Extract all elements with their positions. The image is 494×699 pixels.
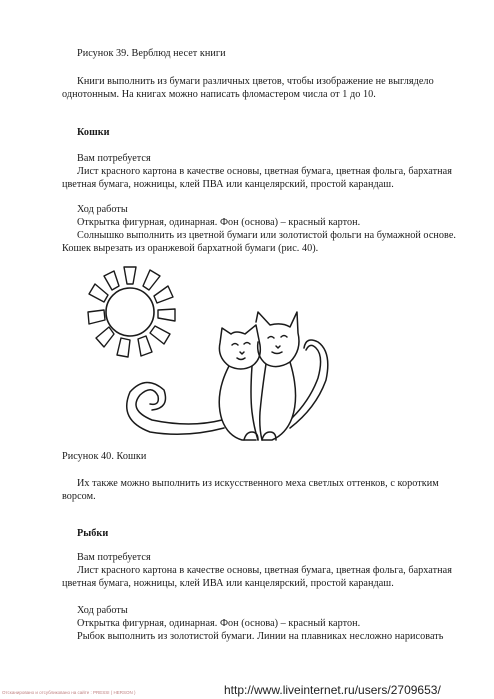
figure-caption-39: Рисунок 39. Верблюд несет книги <box>77 48 226 59</box>
fish-work-text-line-1: Открытка фигурная, одинарная. Фон (основа) – красный картон. <box>77 618 361 629</box>
section-heading-cats: Кошки <box>77 127 110 138</box>
figure-caption-40: Рисунок 40. Кошки <box>62 451 147 462</box>
source-url[interactable]: http://www.liveinternet.ru/users/2709653/ <box>224 683 441 697</box>
cats-drawing <box>127 312 328 440</box>
fish-need-text-line-1: Лист красного картона в качестве основы, цветная бумага, цветная фольга, бархатная <box>77 565 452 576</box>
paragraph-books-line-2: однотонным. На книгах можно написать фломастером числа от 1 до 10. <box>62 89 376 100</box>
fish-work-text-line-2: Рыбок выполнить из золотистой бумаги. Линии на плавниках несложно нарисовать <box>77 631 444 642</box>
section-heading-fish: Рыбки <box>77 528 109 539</box>
cats-work-label: Ход работы <box>77 204 128 215</box>
cats-need-text-line-2: цветная бумага, ножницы, клей ПВА или канцелярский, простой карандаш. <box>62 179 394 190</box>
fish-need-label: Вам потребуется <box>77 552 151 563</box>
cats-need-label: Вам потребуется <box>77 153 151 164</box>
cats-need-text-line-1: Лист красного картона в качестве основы, цветная бумага, цветная фольга, бархатная <box>77 166 452 177</box>
cats-work-text-line-1: Открытка фигурная, одинарная. Фон (основа) – красный картон. <box>77 217 361 228</box>
paragraph-books-line-1: Книги выполнить из бумаги различных цветов, чтобы изображение не выглядело <box>77 76 434 87</box>
cats-work-text-line-3: Кошек вырезать из оранжевой бархатной бумаги (рис. 40). <box>62 243 319 254</box>
cats-extra-line-1: Их также можно выполнить из искусственного меха светлых оттенков, с коротким <box>77 478 439 489</box>
cats-extra-line-2: ворсом. <box>62 491 96 502</box>
sun-drawing <box>88 267 175 357</box>
fish-work-label: Ход работы <box>77 605 128 616</box>
scan-credit-note: Отсканировано и отсубликовано на сайте : PRESSI ( HERSON ) <box>2 690 136 695</box>
fish-need-text-line-2: цветная бумага, ножницы, клей ИВА или канцелярский, простой карандаш. <box>62 578 394 589</box>
cats-work-text-line-2: Солнышко выполнить из цветной бумаги или золотистой фольги на бумажной основе. <box>77 230 457 241</box>
